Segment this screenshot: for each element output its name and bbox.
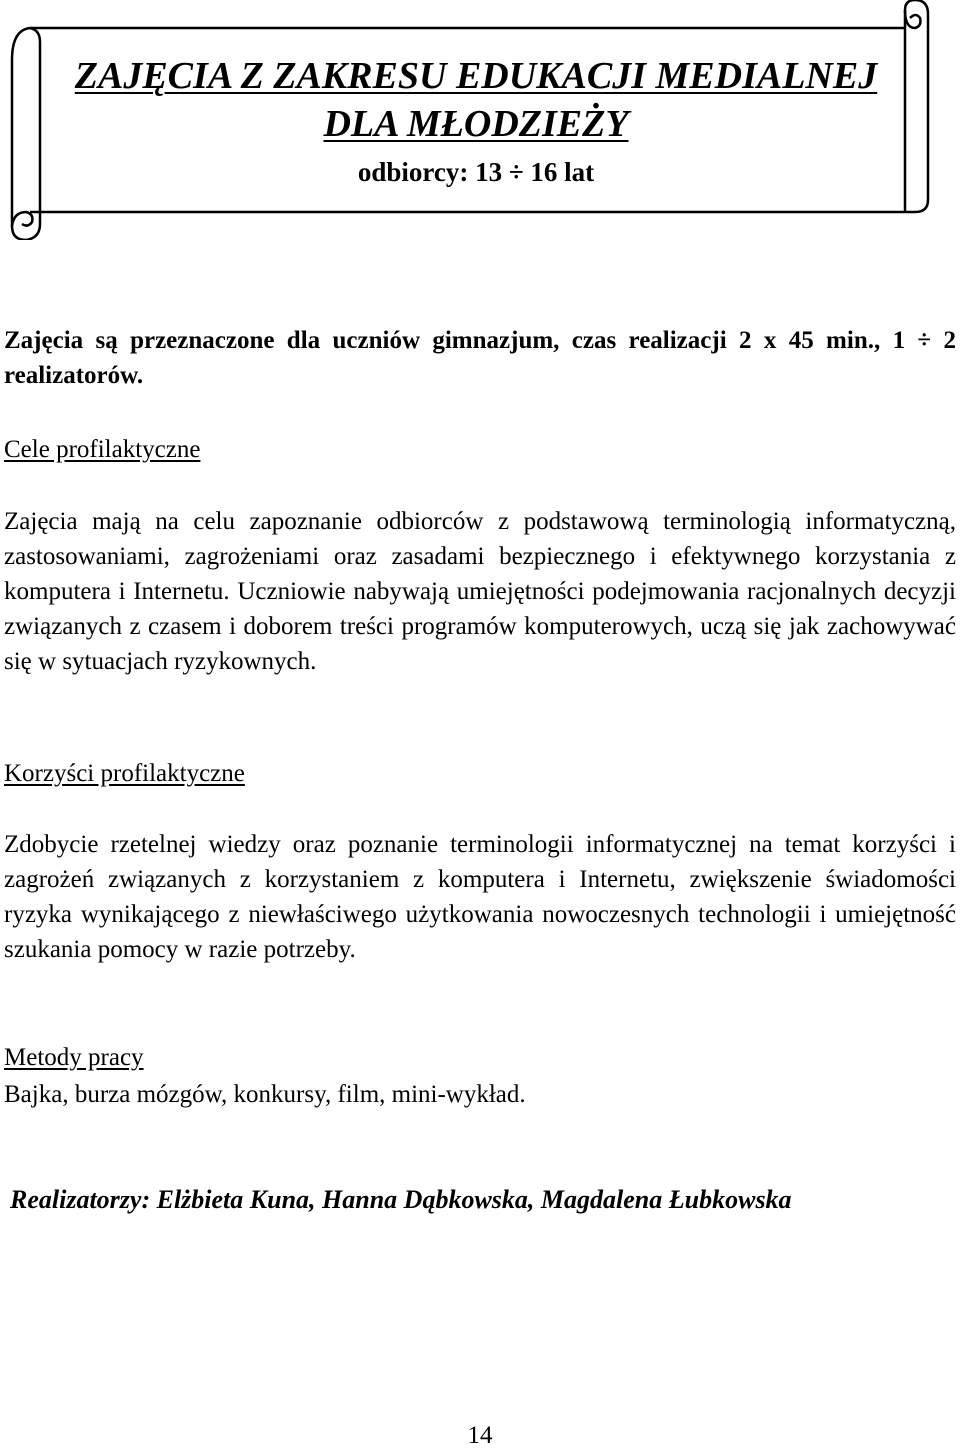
methods-heading	[4, 1040, 956, 1075]
benefits-heading-text: Korzyści profilaktyczne	[4, 760, 245, 787]
methods-heading-text: Metody pracy	[4, 1044, 144, 1071]
methods-paragraph: Bajka, burza mózgów, konkursy, film, mini-wykład.	[4, 1081, 526, 1108]
intro-paragraph: Zajęcia są przeznaczone dla uczniów gimnazjum, czas realizacji 2 x 45 min., 1 ÷ 2 realizatorów.	[4, 327, 956, 389]
goals-heading	[4, 432, 956, 467]
benefits-heading	[4, 756, 956, 791]
audience-subtitle: odbiorcy: 13 ÷ 16 lat	[357, 157, 595, 187]
goals-paragraph: Zajęcia mają na celu zapoznanie odbiorców z podstawową terminologią informatyczną, zastosowaniami, zagrożeniami oraz zasadami bezpiecznego i efektywnego korzystania z komputera i Internetu. Uczniowie nabywają umiejętności podejmowania racjonalnych decyzji związanych z czasem i doborem treści programów komputerowych, uczą się jak zachowywać się w sytuacjach ryzykownych.	[4, 508, 956, 675]
title-banner	[40, 52, 912, 192]
page-title-line2: DLA MŁODZIEŻY	[323, 103, 629, 145]
authors-line: Realizatorzy: Elżbieta Kuna, Hanna Dąbkowska, Magdalena Łubkowska	[10, 1185, 792, 1214]
page-title-line1: ZAJĘCIA Z ZAKRESU EDUKACJI MEDIALNEJ	[74, 55, 878, 97]
page-number: 14	[467, 1422, 493, 1449]
benefits-paragraph: Zdobycie rzetelnej wiedzy oraz poznanie terminologii informatycznej na temat korzyści i zagrożeń związanych z korzystaniem z komputera i Internetu, zwiększenie świadomości ryzyka wynikającego z niewłaściwego użytkowania nowoczesnych technologii i umiejętność szukania pomocy w razie potrzeby.	[4, 831, 956, 963]
goals-heading-text: Cele profilaktyczne	[4, 436, 201, 463]
